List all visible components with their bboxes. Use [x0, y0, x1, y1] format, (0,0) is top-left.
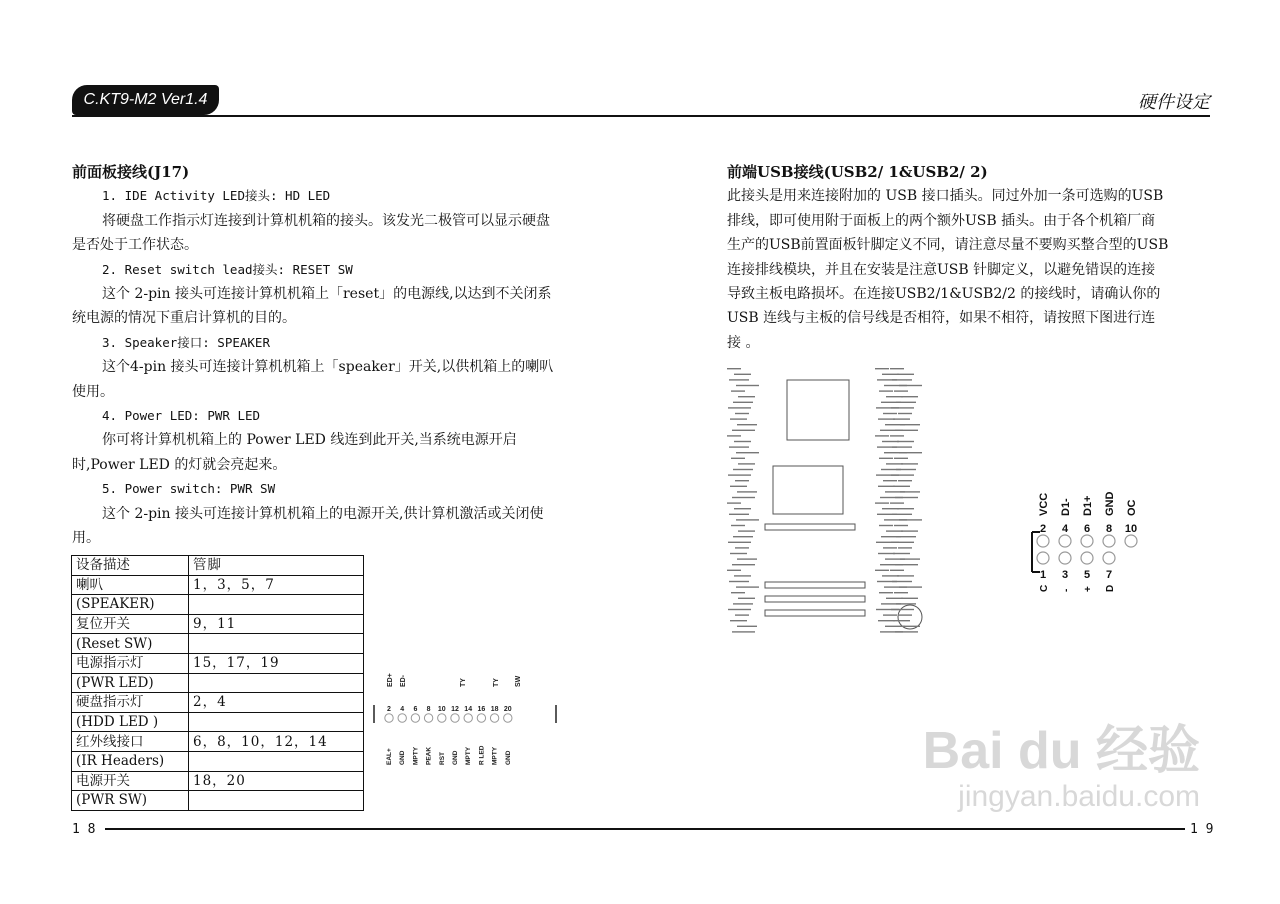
- connector-pin: [424, 714, 432, 722]
- table-cell: [189, 751, 364, 771]
- board-trace: [728, 407, 751, 408]
- board-trace: [733, 469, 753, 470]
- board-trace: [738, 530, 755, 531]
- connector-bottom-label: RST: [438, 752, 446, 765]
- watermark-brand: Bai du 经验: [922, 722, 1200, 780]
- connector-bottom-label: GND: [504, 750, 512, 765]
- table-cell: [189, 634, 364, 654]
- board-trace: [900, 558, 920, 559]
- item-3-label: 3. Speaker接口: SPEAKER: [102, 334, 270, 350]
- connector-pin: [451, 714, 459, 722]
- top-label-1: ED+: [387, 673, 394, 687]
- board-trace: [897, 575, 914, 576]
- usb-paragraph-line: 生产的USB前置面板针脚定义不同，请注意尽量不要购买整合型的USB: [727, 237, 1169, 254]
- item-4-desc: 你可将计算机机箱上的 Power LED 线连到此开关,当系统电源开启时,Power LED 的灯就会亮起来。: [72, 432, 517, 473]
- board-trace: [727, 570, 741, 571]
- table-cell: [189, 595, 364, 615]
- usb-pin: [1081, 552, 1093, 564]
- board-trace: [883, 413, 897, 414]
- board-trace: [732, 497, 755, 498]
- usb-bottom-label: -: [1061, 588, 1072, 592]
- board-trace: [894, 525, 908, 526]
- table-row: [72, 595, 364, 615]
- table-row: [72, 712, 364, 732]
- connector-bottom-label: EAL+: [386, 748, 393, 765]
- usb-paragraph-line: 接 。: [727, 334, 760, 351]
- board-trace: [735, 413, 749, 414]
- board-trace: [737, 558, 757, 559]
- table-row: [72, 653, 364, 673]
- board-trace: [727, 502, 741, 503]
- board-trace: [882, 508, 899, 509]
- board-trace: [901, 598, 918, 599]
- board-trace: [894, 592, 908, 593]
- board-trace: [733, 603, 753, 604]
- usb-pin: [1103, 552, 1115, 564]
- item-5-desc: 这个 2-pin 接头可连接计算机机箱上的电源开关,供计算机激活或关闭使用。: [72, 505, 544, 547]
- board-trace: [737, 424, 757, 425]
- table-cell: (PWR SW): [72, 791, 189, 811]
- usb-title: 前端USB接线(USB2/ 1&USB2/ 2): [727, 163, 988, 181]
- table-cell: 2，4: [189, 693, 364, 713]
- board-trace: [895, 631, 918, 632]
- board-trace: [901, 530, 918, 531]
- table-cell: (HDD LED ): [72, 712, 189, 732]
- board-trace: [899, 586, 922, 587]
- board-trace: [737, 491, 757, 492]
- board-trace: [736, 519, 759, 520]
- table-row: [72, 791, 364, 811]
- usb-paragraph-line: 导致主板电路损坏。在连接USB2/1&USB2/2 的接线时，请确认你的: [727, 286, 1161, 303]
- board-trace: [730, 620, 747, 621]
- board-trace: [878, 418, 895, 419]
- board-trace: [731, 592, 745, 593]
- connector-pin: [464, 714, 472, 722]
- table-cell: 红外线接口: [72, 732, 189, 752]
- model-badge: C.KT9-M2 Ver1.4: [72, 85, 219, 115]
- board-trace: [738, 598, 755, 599]
- board-trace: [727, 368, 741, 369]
- board-trace: [731, 458, 745, 459]
- connector-bottom-label: MPTY: [465, 746, 473, 765]
- table-header-row: [72, 556, 364, 576]
- table-cell: 喇叭: [72, 575, 189, 595]
- board-trace: [731, 390, 745, 391]
- table-cell: 电源开关: [72, 771, 189, 791]
- board-trace: [899, 452, 922, 453]
- board-trace: [733, 536, 753, 537]
- table-cell: 硬盘指示灯: [72, 693, 189, 713]
- board-trace: [892, 446, 912, 447]
- board-trace: [893, 418, 910, 419]
- usb-pin: [1037, 535, 1049, 547]
- board-trace: [878, 486, 895, 487]
- board-trace: [735, 614, 749, 615]
- usb-pin: [1059, 535, 1071, 547]
- board-trace: [729, 379, 749, 380]
- board-trace: [897, 374, 914, 375]
- item-4-label: 4. Power LED: PWR LED: [102, 408, 261, 424]
- board-trace: [901, 396, 918, 397]
- board-trace: [735, 547, 749, 548]
- board-trace: [736, 586, 759, 587]
- board-trace: [898, 614, 912, 615]
- board-trace: [898, 480, 912, 481]
- board-trace: [728, 474, 751, 475]
- table-row: [72, 693, 364, 713]
- item-1-desc: 将硬盘工作指示灯连接到计算机机箱的接头。该发光二极管可以显示硬盘是否处于工作状态。: [72, 212, 550, 254]
- connector-pin-number: 6: [413, 706, 418, 713]
- usb-top-label: D1-: [1060, 498, 1072, 516]
- usb-pin: [1081, 535, 1093, 547]
- board-trace: [892, 581, 912, 582]
- board-trace: [897, 441, 914, 442]
- table-cell: [189, 791, 364, 811]
- board-trace: [890, 502, 904, 503]
- board-trace: [896, 603, 916, 604]
- board-trace: [732, 631, 755, 632]
- connector-pin: [385, 714, 393, 722]
- board-trace: [738, 396, 755, 397]
- connector-pin-number: 12: [451, 706, 459, 713]
- table-cell: 电源指示灯: [72, 653, 189, 673]
- board-trace: [890, 368, 904, 369]
- connector-pin-number: 20: [503, 706, 512, 713]
- board-trace: [898, 547, 912, 548]
- item-3-desc: 这个4-pin 接头可连接计算机机箱上「speaker」开关,以供机箱上的喇叭使用。: [72, 359, 554, 400]
- usb-paragraph-line: 排线，即可使用附于面板上的两个额外USB 插头。由于各个机箱厂商: [727, 212, 1156, 229]
- board-trace: [899, 519, 922, 520]
- board-trace: [891, 407, 914, 408]
- board-trace: [734, 441, 751, 442]
- board-trace: [897, 508, 914, 509]
- board-trace: [891, 474, 914, 475]
- usb-paragraph-line: USB 连线与主板的信号线是否相符，如果不相符，请按照下图进行连: [727, 310, 1156, 327]
- board-trace: [890, 435, 904, 436]
- usb-top-label: GND: [1104, 491, 1116, 516]
- board-trace: [730, 486, 747, 487]
- connector-pin-number: 8: [426, 706, 431, 713]
- table-cell: (Reset SW): [72, 634, 189, 654]
- top-label-5: SW: [515, 675, 522, 687]
- right-column: [727, 160, 1209, 355]
- page-number-left: 1 8: [72, 822, 96, 837]
- usb-top-pin-number: 6: [1083, 523, 1091, 535]
- table-row: [72, 634, 364, 654]
- board-trace: [893, 553, 910, 554]
- usb-bottom-pin-number: 3: [1061, 569, 1069, 581]
- board-trace: [730, 418, 747, 419]
- board-trace: [898, 413, 912, 414]
- watermark-url: jingyan.baidu.com: [958, 780, 1200, 813]
- front-panel-title: 前面板接线(J17): [72, 163, 190, 181]
- connector-pin-number: 4: [400, 706, 405, 713]
- board-trace: [734, 575, 751, 576]
- usb-top-label: OC: [1126, 499, 1138, 516]
- connector-pin: [490, 714, 498, 722]
- board-trace: [895, 497, 918, 498]
- board-trace: [890, 570, 904, 571]
- board-trace: [729, 446, 749, 447]
- usb-pin: [1125, 535, 1137, 547]
- table-cell: (IR Headers): [72, 751, 189, 771]
- board-trace: [879, 525, 893, 526]
- connector-pin: [504, 714, 512, 722]
- motherboard-layout-diagram: [725, 362, 925, 647]
- connector-pin: [438, 714, 446, 722]
- board-trace: [728, 542, 751, 543]
- connector-bottom-label: MPTY: [491, 746, 499, 765]
- connector-bottom-label: MPTY: [412, 746, 420, 765]
- board-trace: [886, 463, 903, 464]
- table-row: [72, 673, 364, 693]
- table-cell: 15，17，19: [189, 653, 364, 673]
- board-trace: [899, 385, 922, 386]
- board-trace: [729, 581, 749, 582]
- board-trace: [896, 469, 916, 470]
- table-cell: [189, 712, 364, 732]
- board-trace: [733, 402, 753, 403]
- board-trace: [886, 396, 903, 397]
- usb-pin: [1037, 552, 1049, 564]
- connector-pin: [398, 714, 406, 722]
- board-trace: [883, 480, 897, 481]
- table-cell: 复位开关: [72, 614, 189, 634]
- connector-pin-number: 2: [387, 706, 391, 713]
- table-cell: 1，3，5，7: [189, 575, 364, 595]
- usb-top-label: D1+: [1082, 495, 1094, 516]
- usb-top-pin-number: 4: [1061, 523, 1069, 535]
- connector-pin: [477, 714, 485, 722]
- table-header-pins: 管脚: [189, 556, 364, 576]
- top-label-2: ED-: [400, 674, 407, 687]
- left-column: [72, 160, 554, 551]
- connector-pin-number: 18: [490, 706, 499, 713]
- item-2-label: 2. Reset switch lead接头: RESET SW: [102, 261, 353, 277]
- usb-bottom-label: D: [1105, 584, 1116, 592]
- board-trace: [886, 598, 903, 599]
- usb-top-pin-number: 2: [1039, 523, 1047, 535]
- connector-bottom-label: GND: [452, 750, 459, 765]
- board-trace: [735, 480, 749, 481]
- usb-bottom-pin-number: 1: [1039, 569, 1047, 581]
- table-cell: 18，20: [189, 771, 364, 791]
- board-trace: [894, 458, 908, 459]
- board-trace: [875, 502, 889, 503]
- usb-top-label: VCC: [1038, 492, 1050, 516]
- top-label-4: TY: [493, 678, 500, 687]
- board-trace: [895, 430, 918, 431]
- board-trace: [729, 514, 749, 515]
- usb-top-pin-number: 10: [1124, 523, 1138, 535]
- table-row: [72, 732, 364, 752]
- board-trace: [875, 368, 889, 369]
- usb-bottom-pin-number: 5: [1083, 569, 1091, 581]
- board-trace: [879, 592, 893, 593]
- board-trace: [882, 441, 899, 442]
- footer-rule: [105, 828, 1185, 830]
- connector-pin-number: 16: [477, 706, 486, 713]
- table-cell: 6，8，10，12，14: [189, 732, 364, 752]
- board-trace: [901, 463, 918, 464]
- connector-pin-number: 10: [437, 706, 446, 713]
- table-row: [72, 751, 364, 771]
- item-1-label: 1. IDE Activity LED接头: HD LED: [102, 188, 331, 204]
- usb-paragraph-line: 连接排线模块，并且在安装是注意USB 针脚定义，以避免错误的连接: [727, 261, 1156, 278]
- board-trace: [882, 575, 899, 576]
- board-trace: [727, 435, 741, 436]
- item-2-desc: 这个 2-pin 接头可连接计算机机箱上「reset」的电源线,以达到不关闭系统电源的情况下重启计算机的目的。: [72, 286, 552, 327]
- board-trace: [892, 379, 912, 380]
- board-trace: [883, 614, 897, 615]
- connector-pin: [411, 714, 419, 722]
- usb-bottom-label: C: [1039, 584, 1050, 592]
- baidu-jingyan-watermark: [923, 722, 1200, 814]
- board-trace: [891, 542, 914, 543]
- board-trace: [900, 626, 920, 627]
- page-number-right: 1 9: [1190, 822, 1214, 837]
- top-label-3: TY: [460, 678, 467, 687]
- board-trace: [900, 424, 920, 425]
- board-trace: [875, 570, 889, 571]
- header-rule: [72, 115, 1210, 117]
- connector-bottom-label: PEAK: [425, 746, 433, 765]
- table-row: [72, 575, 364, 595]
- usb-pin: [1103, 535, 1115, 547]
- board-trace: [895, 564, 918, 565]
- board-trace: [878, 553, 895, 554]
- board-trace: [891, 609, 914, 610]
- usb-paragraph-line: 此接头是用来连接附加的 USB 接口插头。同过外加一条可选购的USB: [727, 188, 1164, 205]
- table-cell: (SPEAKER): [72, 595, 189, 615]
- table-cell: [189, 673, 364, 693]
- usb-bottom-pin-number: 7: [1105, 569, 1113, 581]
- board-trace: [894, 390, 908, 391]
- board-trace: [734, 508, 751, 509]
- board-trace: [728, 609, 751, 610]
- board-trace: [731, 525, 745, 526]
- board-trace: [900, 491, 920, 492]
- board-trace: [734, 374, 751, 375]
- board-trace: [875, 435, 889, 436]
- board-trace: [882, 374, 899, 375]
- usb-header-diagram: [1030, 488, 1150, 594]
- board-trace: [879, 458, 893, 459]
- board-trace: [879, 390, 893, 391]
- board-trace: [738, 463, 755, 464]
- item-5-label: 5. Power switch: PWR SW: [102, 481, 276, 497]
- table-cell: 9，11: [189, 614, 364, 634]
- usb-top-pin-number: 8: [1105, 523, 1113, 535]
- board-trace: [886, 530, 903, 531]
- board-trace: [883, 547, 897, 548]
- board-trace: [893, 486, 910, 487]
- board-trace: [730, 553, 747, 554]
- table-row: [72, 771, 364, 791]
- board-trace: [736, 385, 759, 386]
- board-trace: [878, 620, 895, 621]
- board-trace: [736, 452, 759, 453]
- usb-pin: [1059, 552, 1071, 564]
- connector-bottom-label: GND: [399, 750, 407, 765]
- pin-table: [71, 555, 364, 811]
- table-row: [72, 614, 364, 634]
- table-cell: (PWR LED): [72, 673, 189, 693]
- usb-bottom-label: +: [1083, 586, 1094, 592]
- board-trace: [892, 514, 912, 515]
- board-trace: [893, 620, 910, 621]
- section-title: 硬件设定: [1138, 92, 1210, 113]
- board-trace: [896, 402, 916, 403]
- front-panel-connector-diagram: [370, 665, 560, 775]
- board-trace: [896, 536, 916, 537]
- connector-pin-number: 14: [464, 706, 473, 713]
- board-trace: [732, 430, 755, 431]
- board-trace: [737, 626, 757, 627]
- table-header-device: 设备描述: [72, 556, 189, 576]
- connector-bottom-label: R LED: [478, 745, 486, 765]
- board-trace: [732, 564, 755, 565]
